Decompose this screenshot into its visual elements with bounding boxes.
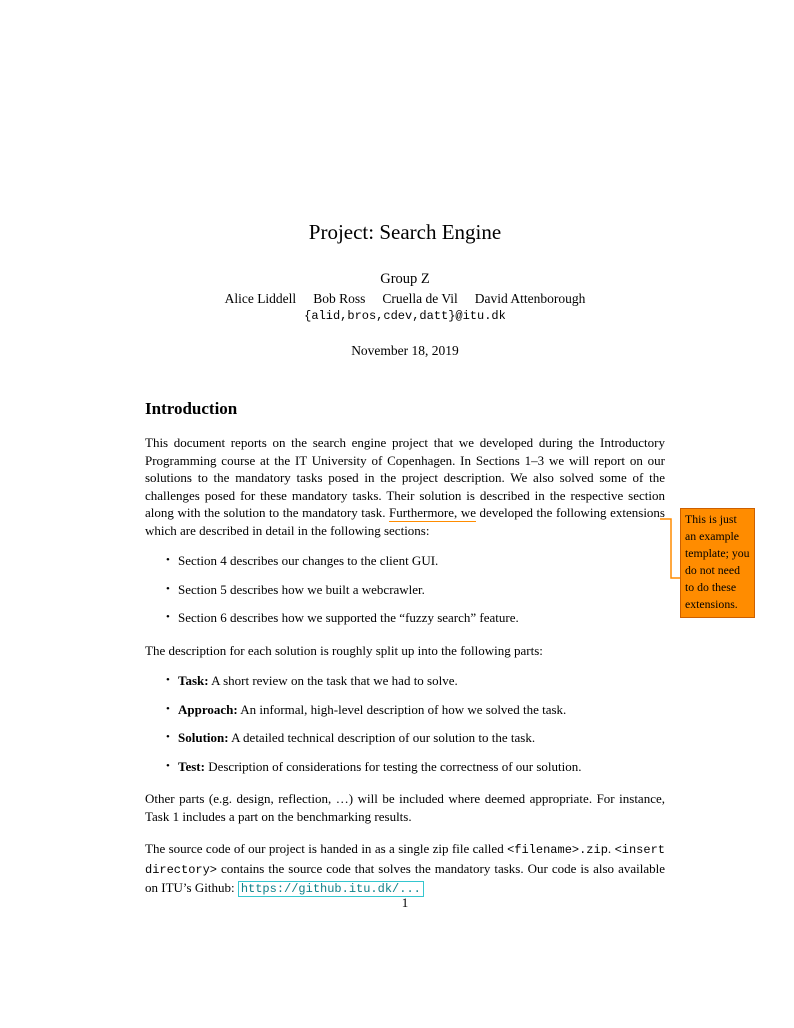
title-block [145,0,665,359]
source-text: . [607,841,615,856]
todo-note: This is just an example template; you do not need to do these extensions. [680,508,755,618]
source-text: contains the source code that solves the mandatory tasks. Our code is also available on ITU’s Github: [145,860,665,895]
list-item: • Section 6 describes how we supported the “fuzzy search” feature. [178,609,665,627]
list-item [178,672,665,690]
inline-code-directory: <insert directory> [145,843,665,877]
todo-connector-line [660,514,682,584]
todo-anchor-text: Furthermore, we [389,505,476,520]
document-date: November 18, 2019 [351,343,459,358]
list-item [178,701,665,719]
author-name: Bob Ross [313,291,366,306]
source-code-paragraph [145,840,665,899]
document-content [145,0,665,899]
intro-text-before-anchor: This document reports on the search engine project that we developed during the Introductory Programming course at the IT University of Copenhagen. In Sections 1–3 we will report on our solutions to the mandatory tasks posed in the project description. We also solved some of the challenges posed for these mandatory tasks. Their solution is described in the respective section along with the solution to the mandatory task. [145,435,665,520]
list-item [178,729,665,747]
parts-intro-paragraph: The description for each solution is roughly split up into the following parts: [145,642,543,658]
source-text: The source code of our project is handed in as a single zip file called [145,841,508,856]
page-number: 1 [401,895,409,910]
authors-line [145,291,665,307]
author-name: Cruella de Vil [382,291,458,306]
group-name: Group Z [380,271,430,287]
inline-code-filename: <filename>.zip [507,843,608,857]
list-item: • Section 5 describes how we built a webcrawler. [178,581,665,599]
part-text: A detailed technical description of our solution to the task. [231,730,536,745]
list-item: • Section 4 describes our changes to the client GUI. [178,552,665,570]
section-heading-introduction: Introduction [145,399,238,418]
part-label: Test: [178,758,205,774]
extensions-list [145,552,665,627]
list-item [178,758,665,776]
intro-text-after-anchor: developed the following extensions which are described in detail in the following sections: [145,505,665,538]
part-label: Solution: [178,730,229,745]
part-label: Approach: [178,701,238,717]
part-label: Task: [178,673,209,688]
part-text: Description of considerations for testing the correctness of our solution. [208,758,582,774]
author-name: David Attenborough [474,291,586,306]
part-text: A short review on the task that we had to solve. [211,673,458,688]
other-parts-paragraph: Other parts (e.g. design, reflection, …) will be included where deemed appropriate. For instance, Task 1 includes a part on the benchmarking results. [145,791,665,824]
intro-paragraph [145,434,665,539]
document-title: Project: Search Engine [308,220,502,244]
author-emails: {alid,bros,cdev,datt}@itu.dk [304,309,506,323]
github-link[interactable]: https://github.itu.dk/... [238,881,424,897]
parts-list [145,672,665,775]
author-name: Alice Liddell [224,291,297,306]
part-text: An informal, high-level description of how we solved the task. [240,701,567,717]
